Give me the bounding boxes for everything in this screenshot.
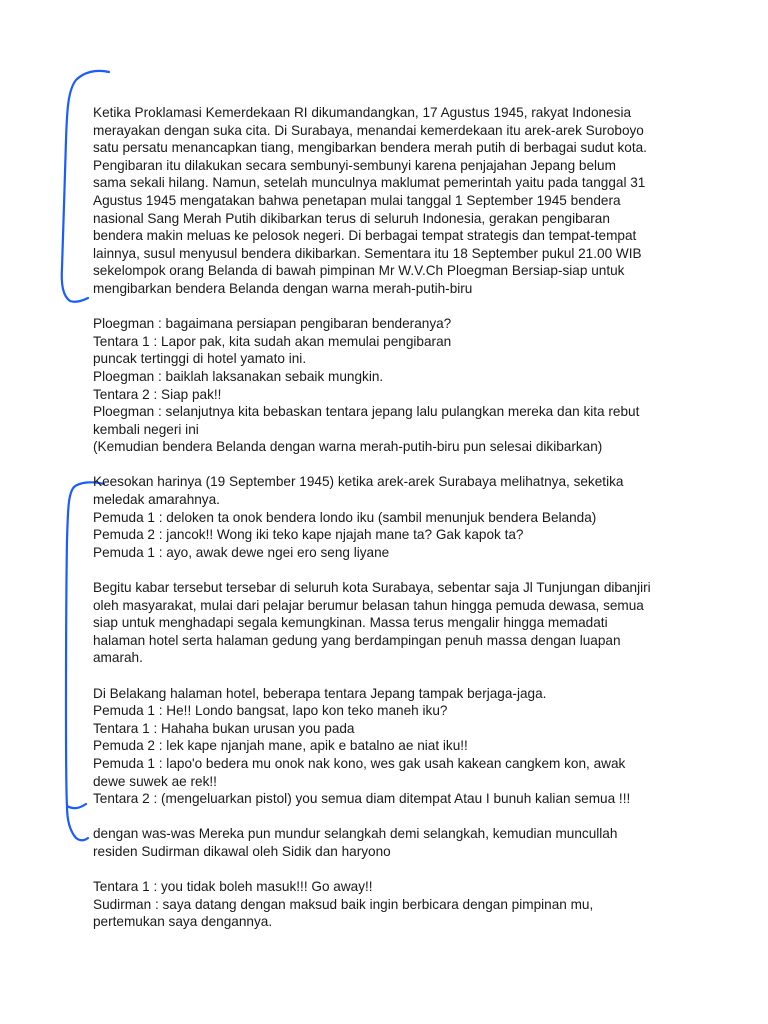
text-line: dengan was-was Mereka pun mundur selangkah demi selangkah, kemudian muncullah	[93, 826, 618, 842]
paragraph	[93, 878, 693, 931]
text-line: amarah.	[93, 650, 143, 666]
text-line: Ploegman : bagaimana persiapan pengibaran benderanya?	[93, 316, 452, 332]
text-line: kembali negeri ini	[93, 421, 199, 437]
text-line: satu persatu menancapkan tiang, mengibarkan bendera merah putih di berbagai sudut kota.	[93, 140, 647, 156]
paragraph-gap	[93, 861, 693, 879]
text-line: puncak tertinggi di hotel yamato ini.	[93, 351, 307, 367]
text-line: meledak amarahnya.	[93, 492, 220, 508]
text-line: Di Belakang halaman hotel, beberapa tentara Jepang tampak berjaga-jaga.	[93, 685, 547, 701]
text-line: Agustus 1945 mengatakan bahwa penetapan mulai tanggal 1 September 1945 bendera	[93, 192, 621, 208]
paragraph-gap	[93, 808, 693, 826]
text-line: siap untuk menghadapi segala kemungkinan. Massa terus mengalir hingga memadati	[93, 615, 608, 631]
paragraph-gap	[93, 561, 693, 579]
text-line: residen Sudirman dikawal oleh Sidik dan haryono	[93, 843, 391, 859]
text-line: Pemuda 1 : lapo'o bedera mu onok nak kono, wes gak usah kakean cangkem kon, awak	[93, 755, 626, 771]
text-line: Pemuda 1 : He!! Londo bangsat, lapo kon teko maneh iku?	[93, 703, 448, 719]
paragraph	[93, 825, 693, 860]
text-line: Pemuda 1 : ayo, awak dewe ngei ero seng liyane	[93, 544, 390, 560]
text-line: mengibarkan bendera Belanda dengan warna merah-putih-biru	[93, 280, 473, 296]
text-line: Tentara 2 : Siap pak!!	[93, 386, 222, 402]
text-line: Begitu kabar tersebut tersebar di seluruh kota Surabaya, sebentar saja Jl Tunjungan dibanjiri	[93, 580, 651, 596]
text-line: dewe suwek ae rek!!	[93, 773, 217, 789]
text-line: nasional Sang Merah Putih dikibarkan terus di seluruh Indonesia, gerakan pengibaran	[93, 210, 610, 226]
text-line: Pemuda 2 : lek kape njanjah mane, apik e batalno ae niat iku!!	[93, 738, 468, 754]
paragraph	[93, 315, 693, 456]
paragraph	[93, 685, 693, 808]
text-line: Ketika Proklamasi Kemerdekaan RI dikumandangkan, 17 Agustus 1945, rakyat Indonesia	[93, 105, 632, 120]
text-line: Sudirman : saya datang dengan maksud baik ingin berbicara dengan pimpinan mu,	[93, 896, 594, 912]
text-line: Tentara 1 : Hahaha bukan urusan you pada	[93, 720, 355, 736]
paragraph	[93, 104, 693, 298]
text-line: bendera makin meluas ke pelosok negeri. Di berbagai tempat strategis dan tempat-tempat	[93, 228, 637, 244]
text-line: Ploegman : baiklah laksanakan sebaik mungkin.	[93, 368, 384, 384]
text-line: Pengibaran itu dilakukan secara sembunyi-sembunyi karena penjajahan Jepang belum	[93, 157, 616, 173]
text-line: pertemukan saya dengannya.	[93, 914, 273, 930]
paragraph	[93, 579, 693, 667]
text-line: merayakan dengan suka cita. Di Surabaya, menandai kemerdekaan itu arek-arek Suroboyo	[93, 122, 644, 138]
text-line: oleh masyarakat, mulai dari pelajar berumur belasan tahun hingga pemuda dewasa, semua	[93, 597, 644, 613]
text-line: Keesokan harinya (19 September 1945) ketika arek-arek Surabaya melihatnya, seketika	[93, 474, 624, 490]
text-line: Tentara 1 : you tidak boleh masuk!!! Go away!!	[93, 879, 373, 895]
paragraph	[93, 473, 693, 561]
paragraph-gap	[93, 298, 693, 316]
text-line: sekelompok orang Belanda di bawah pimpinan Mr W.V.Ch Ploegman Bersiap-siap untuk	[93, 263, 625, 279]
text-line: halaman hotel serta halaman gedung yang berdampingan penuh massa dengan luapan	[93, 632, 621, 648]
paragraph-gap	[93, 456, 693, 474]
text-line: (Kemudian bendera Belanda dengan warna merah-putih-biru pun selesai dikibarkan)	[93, 439, 603, 455]
text-line: Ploegman : selanjutnya kita bebaskan tentara jepang lalu pulangkan mereka dan kita rebut	[93, 404, 640, 420]
document-body	[93, 104, 693, 931]
text-line: Tentara 2 : (mengeluarkan pistol) you semua diam ditempat Atau I bunuh kalian semua !!!	[93, 791, 631, 807]
text-line: Pemuda 1 : deloken ta onok bendera londo iku (sambil menunjuk bendera Belanda)	[93, 509, 597, 525]
text-line: lainnya, susul menyusul bendera dikibarkan. Sementara itu 18 September pukul 21.00 WIB	[93, 245, 642, 261]
text-line: Tentara 1 : Lapor pak, kita sudah akan memulai pengibaran	[93, 333, 452, 349]
text-line: Pemuda 2 : jancok!! Wong iki teko kape njajah mane ta? Gak kapok ta?	[93, 527, 524, 543]
text-line: sama sekali hilang. Namun, setelah munculnya maklumat pemerintah yaitu pada tanggal 31	[93, 175, 646, 191]
paragraph-gap	[93, 667, 693, 685]
